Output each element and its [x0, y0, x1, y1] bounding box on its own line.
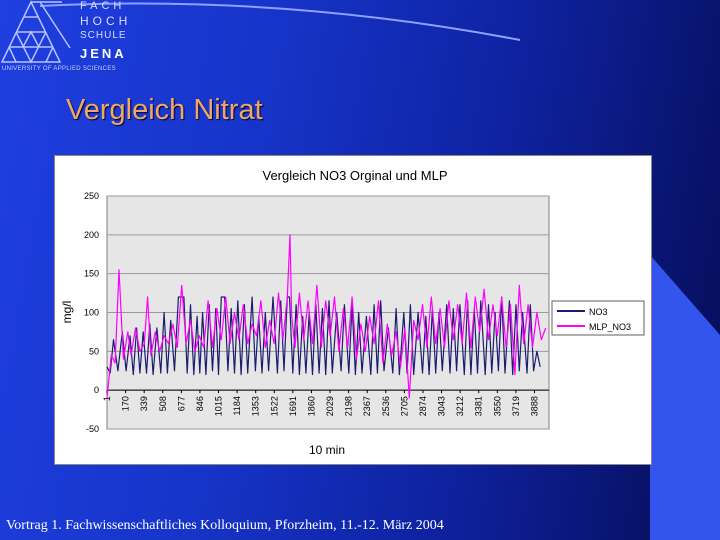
logo-line-jena: JENA	[80, 46, 127, 61]
x-axis-label: 10 min	[308, 443, 346, 457]
x-tick-label: 1184	[232, 396, 243, 416]
slide-title: Vergleich Nitrat	[66, 94, 263, 126]
y-axis-label: mg/l	[60, 300, 74, 324]
x-tick-label: 2874	[417, 396, 428, 417]
x-tick-label: 2198	[343, 396, 354, 417]
chart-panel	[54, 155, 652, 465]
x-tick-label: 3381	[473, 396, 484, 417]
x-tick-label: 2705	[399, 396, 410, 417]
y-tick-label: 250	[83, 191, 99, 201]
logo-line-schule: SCHULE	[80, 30, 127, 41]
x-tick-label: 1	[102, 396, 112, 402]
y-tick-label: 150	[83, 268, 99, 279]
y-tick-label: 50	[88, 346, 99, 357]
x-tick-label: 3550	[492, 396, 503, 417]
y-tick-label: 0	[93, 385, 99, 396]
x-tick-label: 2029	[325, 396, 336, 417]
chart-title: Vergleich NO3 Orginal und MLP	[262, 168, 448, 183]
x-tick-label: 3719	[510, 396, 521, 417]
x-tick-label: 1691	[287, 396, 298, 417]
y-tick-label: 200	[83, 229, 99, 240]
logo-line-hoch: HOCH	[80, 14, 132, 28]
x-tick-label: 1522	[269, 396, 280, 417]
x-tick-label: 1015	[213, 396, 224, 417]
legend	[552, 301, 644, 335]
logo-line-fach: FACH	[80, 0, 126, 12]
x-tick-label: 2536	[380, 396, 391, 417]
x-tick-label: 3888	[529, 396, 540, 417]
x-tick-label: 2367	[362, 396, 373, 417]
footer-text: Vortrag 1. Fachwissenschaftliches Kolloquium, Pforzheim, 11.-12. März 2004	[6, 518, 444, 533]
x-tick-label: 846	[194, 396, 205, 412]
y-tick-label: 100	[83, 307, 99, 318]
legend-label-no3: NO3	[589, 307, 608, 317]
x-tick-label: 677	[176, 396, 187, 412]
x-tick-label: 508	[157, 396, 168, 412]
y-tick-labels	[84, 191, 99, 434]
x-tick-label: 3043	[436, 396, 447, 417]
nitrate-comparison-chart	[55, 156, 651, 464]
x-tick-label: 1353	[250, 396, 261, 417]
x-tick-label: 1860	[306, 396, 317, 417]
x-tick-label: 3212	[455, 396, 466, 417]
x-tick-label: 170	[120, 396, 131, 412]
x-tick-label: 339	[139, 396, 150, 412]
right-decorative-wedge	[640, 255, 720, 540]
legend-label-mlp: MLP_NO3	[589, 322, 632, 332]
y-tick-label: -50	[85, 424, 99, 434]
logo-line-university: UNIVERSITY OF APPLIED SCIENCES	[2, 66, 116, 72]
